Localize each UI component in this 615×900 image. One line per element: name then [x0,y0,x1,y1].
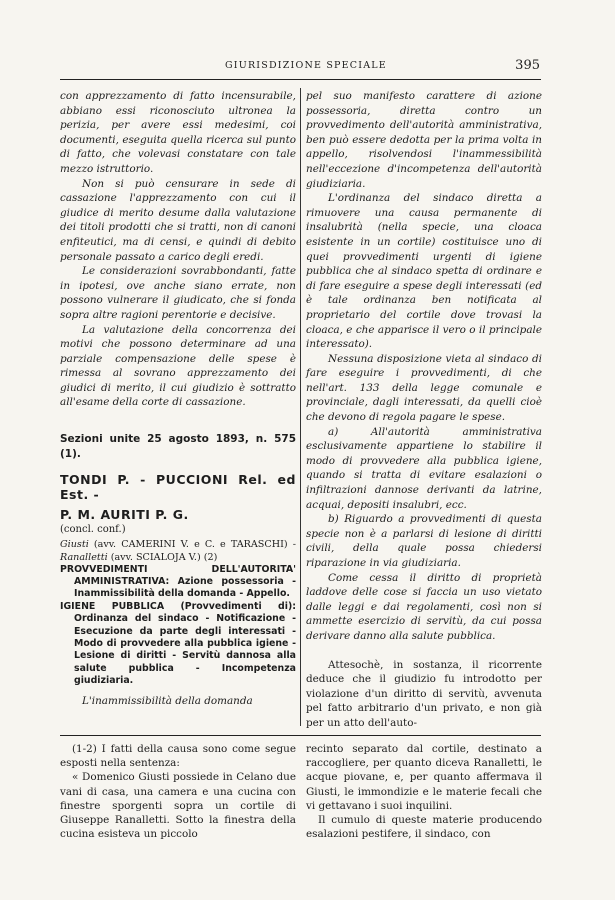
left-paragraph-3: Le considerazioni sovrabbondanti, fatte in ipotesi, ove anche siano errate, non possono vulnerare il giudicato, che si fonda sopra altre ragioni perentorie e decisive. [60,265,296,321]
left-paragraph-4: La valutazione della concorrenza dei motivi che possono determinare ad una parziale compensazione delle spese è rimessa al sovrano apprezzamento dei giudici di merito, il cui giudizio è sottratto all'esame della corte di cassazione. [60,323,296,409]
right-paragraph-5: b) Riguardo a provvedimenti di questa specie non è a parlarsi di lesione di diritti civili, della quale possa chiedersi riparazione in via giudiziaria. [306,513,542,569]
left-column [60,89,296,708]
left-paragraph-2: Non si può censurare in sede di cassazione l'apprezzamento con cui il giudice di merito desume dalla valutazione dei titoli prodotti che si tratti, non di canoni enfiteutici, ma di censi, e quindi di debito personale passato a carico degli eredi. [60,177,296,263]
party-respondent-counsel: (avv. SCIALOJA V.) (2) [110,551,218,563]
parties [60,538,296,564]
page-number: 395 [515,58,540,73]
party-appellant-counsel: (avv. CAMERINI V. e C. e TARASCHI) - [93,538,296,550]
court-line: Sezioni unite 25 agosto 1893, n. 575 (1). [60,433,296,460]
judges-line-1: TONDI P. - PUCCIONI Rel. ed Est. - [60,472,296,502]
footnote-left-2: « Domenico Giusti possiede in Celano due vani di casa, una camera e una cucina con finestre sporgenti sopra un cortile di Giuseppe Ranalletti. Sotto la finestra della cucina esisteva un piccolo [60,771,296,841]
massima-2-text: IGIENE PUBBLICA (Provvedimenti di): Ordinanza del sindaco - Notificazione - Esecuzione da parte degli interessati - Modo di provvedere alla pubblica igiene - Lesione di diritti - Servitù dannosa alla salute pubblica - Incompetenza giudiziaria. [60,600,296,687]
right-paragraph-6: Come cessa il diritto di proprietà laddove delle cose si faccia un uso vietato dalle leggi e dai regolamenti, così non si ammette esercizio di servitù, da cui possa derivare danno alla salute pubblica. [306,571,542,642]
party-respondent: Ranalletti [60,551,108,563]
party-appellant: Giusti [60,538,89,550]
column-divider [300,88,301,726]
last-line: L'inammissibilità della domanda [82,694,253,707]
running-header [60,60,540,76]
header-rule [60,79,541,80]
judges-line-2: P. M. AURITI P. G. [60,507,189,523]
right-paragraph-2: L'ordinanza del sindaco diretta a rimuovere una causa permanente di insalubrità (nella specie, una cloaca esistente in un cortile) costituisce uno di quei provvedimenti urgenti di igiene pubblica che al sindaco spetta di ordinare e di fare eseguire a spese degli interessati (ed è tale ordinanza ben notificata al proprietario del cortile dove trovasi la cloaca, e che apparisce il vero o il principale interessato). [306,192,542,351]
massima-2 [60,601,296,688]
footnote-right-1: recinto separato dal cortile, destinato a raccogliere, per quanto diceva Ranalletti, le acque piovane, e, per quanto affermava il Giusti, le immondizie e le materie fecali che vi gettavano i suoi inquilini. [306,743,542,812]
footnote-left [60,742,296,841]
running-title: GIURISDIZIONE SPECIALE [225,60,387,71]
massima-1-text: PROVVEDIMENTI DELL'AUTORITA' AMMINISTRATIVA: Azione possessoria - Inammissibilità della domanda - Appello. [60,563,296,600]
left-paragraph-1: con apprezzamento di fatto incensurabile, abbiano essi riconosciuto ultronea la perizia, per avere essi medesimi, coi documenti, eseguita quella ricerca sul punto di fatto, che volevasi constatare con tale mezzo istruttorio. [60,90,296,175]
footnote-left-1: (1-2) I fatti della causa sono come segue esposti nella sentenza: [60,743,296,770]
massima-1 [60,564,296,601]
right-paragraph-7: Attesochè, in sostanza, il ricorrente deduce che il giudizio fu introdotto per violazione d'un diritto di servitù, avvenuta pel fatto arbitrario d'un privato, e non già per un atto dell'auto- [306,658,542,729]
right-paragraph-4: a) All'autorità amministrativa esclusivamente appartiene lo stabilire il modo di provvedere alla pubblica igiene, quando si tratta di evitare esalazioni o infiltrazioni dannose derivanti da latrine, acquai, depositi insalubri, ecc. [306,425,542,511]
footnote-right-2: Il cumulo di queste materie producendo esalazioni pestifere, il sindaco, con [306,814,542,841]
footnote-rule [60,735,541,736]
right-paragraph-1: pel suo manifesto carattere di azione possessoria, diretta contro un provvedimento dell'autorità amministrativa, ben può essere dedotta per la prima volta in appello, risolvendosi l'inammessibilità nell'eccezione d'incompetenza dell'autorità giudiziaria. [306,90,542,190]
right-paragraph-3: Nessuna disposizione vieta al sindaco di fare eseguire i provvedimenti, di che nell'art. 133 della legge comunale e provinciale, dagli interessati, da quelli cioè che devono di regola pagare le spese. [306,352,542,424]
right-column [306,89,542,731]
footnote-right [306,742,542,841]
conclusions: (concl. conf.) [60,524,126,536]
